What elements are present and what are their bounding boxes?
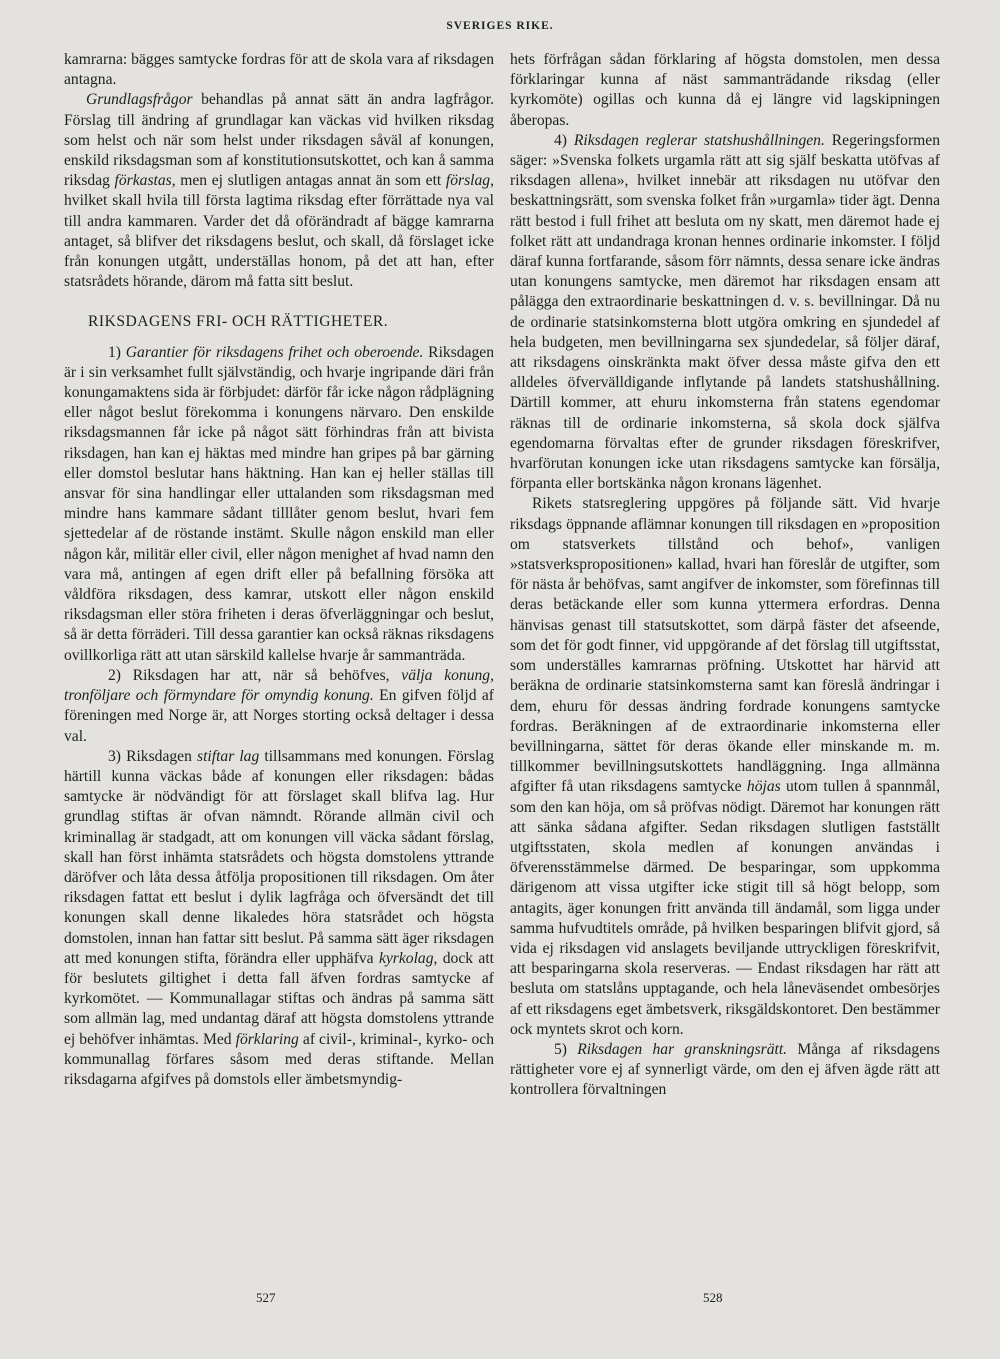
section-5: 5) Riksdagen har granskningsrätt. Många af riksdagens rättigheter vore ej af synnerligt värde, om den ej äfven ägde rätt att kontrollera förvaltningen — [510, 1040, 940, 1099]
section-2-title: välja konung, tronföljare och förmyndare för omyndig konung. — [64, 666, 494, 705]
section-4-title: Riksdagen reglerar statshushållningen. — [573, 131, 825, 149]
page-number-right: 528 — [703, 1290, 723, 1305]
term-hojas: höjas — [746, 778, 781, 796]
section-2: 2) Riksdagen har att, när så behöfves, välja konung, tronföljare och förmyndare för omyndig konung. En gifven följd af föreningen med Norge är, att Norges storting också deltager i dessa val. — [64, 666, 494, 745]
section-1-title: Garantier för riksdagens frihet och oberoende. — [125, 343, 424, 361]
term-forklaring: förklaring — [235, 1030, 299, 1048]
section-4: 4) Riksdagen reglerar statshushållningen. Regeringsformen säger: »Svenska folkets urgamla rätt att sig själf beskatta utöfvas af riksdagen allena», hvilket innebär att riksdagen nu utöfvar den beskattningsrätt, som svenska folket från »urgamla» tider ägt. Denna rätt bestod i full frihet att besluta om ny skatt, men däremot hade ej folket rätt att undandraga kronan hennes ordinarie inkomster. I följd däraf kunna fortfarande, såsom förr nämnts, dessa senare icke ändras utan konungens samtycke, men däremot har riksdagen ensam att pålägga den extraordinarie beskattningen d. v. s. bevillningar. Då nu de ordinarie statsinkomsterna blott utgöra omkring en sjundedel af hela budgeten, men bevillningarna sex sjundedelar, så följer däraf, att riksdagens oinskränkta makt öfver dessa måste gifva den ett alldeles öfvervälldigande inflytande på landets statshushållning. Därtill kommer, att ehuru inkomsterna från statens egendomar räknas till de ordinarie inkomsterna, så skola dock själfva egendomarna förvaltas efter de grunder riksdagen föreskrifver, hvarförutan konungen icke utan riksdagens samtycke kan försälja, förpanta eller bortskänka någon kronans lägenhet. — [510, 131, 940, 493]
section-3-title: stiftar lag — [197, 747, 260, 765]
left-column — [64, 50, 494, 1090]
term-kyrkolag: kyrkolag — [378, 949, 434, 967]
paragraph-intro: kamrarna: bägges samtycke fordras för att de skola vara af riksdagen antagna. — [64, 51, 494, 89]
section-heading: RIKSDAGENS FRI- OCH RÄTTIGHETER. — [88, 313, 389, 331]
term-grundlagsfragor: Grundlagsfrågor — [86, 91, 193, 109]
term-forslag: förslag — [445, 172, 491, 190]
paragraph-grundlagsfragor: Grundlagsfrågor behandlas på annat sätt än andra lagfrågor. Förslag till ändring af grundlagar kan väckas vid hvilken riksdag som helst och när som helst under riksdagen såväl af konungen, enskild riksdagsman som af konstitutionsutskottet, och kan å samma riksdag förkastas, men ej slutligen antagas annat än som ett förslag, hvilket skall hvila till första lagtima riksdag efter förrättade nya val till andra kammaren. Varder det då oförändradt af bägge kamrarna antaget, så blifver det riksdagens beslut, och skall, då förslaget icke från konungen utgått, underställas honom, på det att han, efter statsrådets hörande, därom må fatta sitt beslut. — [64, 91, 494, 291]
paragraph-statsreglering: Rikets statsreglering uppgöres på följande sätt. Vid hvarje riksdags öppnande aflämnar konungen till riksdagen en »proposition om statsverkets tillstånd och behof», vanligen »statsverkspropositionen» kallad, hvari han föreslår de utgifter, som för nästa år behöfvas, samt angifver de inkomster, som förefinnas till deras betäckande eller som kunna yttermera erfordras. Denna hänvisas genast till statsutskottet, som därpå fäster det afseende, som det för godt finner, vid uppgörande af det förslag till utgiftsstat, som underställes kamrarnas pröfning. Utskottet har härvid att beräkna de ordinarie statsinkomsterna samt kan föreslå ändringar i dem, ehuru för dessas ändring fordrade konungens samtycke fordras. Beräkningen af de extraordinarie inkomsterna eller bevillningarna, sättet för deras ökande eller minskande m. m. tillkommer bevillningsutskottets handläggning. Inga allmänna afgifter få utan riksdagens samtycke höjas utom tullen å spannmål, som den kan höja, om så pröfvas nödigt. Däremot har konungen rätt att sänka sådana afgifter. Sedan riksdagen slutligen fastställt utgiftsstaten, skola medlen af konungen användas i öfverensstämmelse därmed. De besparingar, som uppkomma därigenom att vissa utgifter icke stigit till så högt belopp, som antagits, äger konungen fritt använda till ändamål, som ligga under samma hufvudtitels område, på hvilken besparingen blifvit gjord, så vida ej riksdagen vid anslagets beviljande uttryckligen föreskrifvit, att besparingarna skola reserveras. — Endast riksdagen har rätt att besluta om statslåns upptagande, och hela låneväsendet ombesörjes af ett riksdagens eget ämbetsverk, riksgäldskontoret. Den bestämmer ock myntets skrot och korn. — [510, 495, 941, 1038]
term-forkastas: förkastas — [114, 172, 172, 190]
paragraph-continuation: hets förfrågan sådan förklaring af högsta domstolen, men dessa förklaringar kunna af näst sammanträdande riksdag (eller kyrkomöte) ogillas och kunna då ej längre vid lagskipningen åberopas. — [510, 51, 940, 129]
right-column — [510, 50, 940, 1101]
page-number-left: 527 — [256, 1290, 276, 1305]
section-3: 3) Riksdagen stiftar lag tillsammans med konungen. Förslag härtill kunna väckas både af konungen eller riksdagen: bådas samtycke är nödvändigt för att förslaget skall blifva lag. Hur grundlag stiftas är ofvan nämndt. Rörande allmän civil och kriminallag är stadgadt, att om konungen vill väcka sådant förslag, skall han först inhämta statsrådets och högsta domstolens yttrande däröfver och låta dessa åtfölja propositionen till riksdagen. Om åter riksdagen fattat ett beslut i dylik lagfråga och öfversändt det till konungen skall denne likaledes höra statsrådet och högsta domstolen, innan han fattar sitt beslut. På samma sätt äger riksdagen att med konungen stifta, förändra eller upphäfva kyrkolag, dock att för beslutets giltighet i detta fall äfven fordras samtycke af kyrkomötet. — Kommunallagar stiftas och ändras på samma sätt som allmän lag, med undantag däraf att högsta domstolens yttrande ej behöfver inhämtas. Med förklaring af civil-, kriminal-, kyrko- och kommunallag förfares såsom med deras stiftande. Mellan riksdagarna afgifves på domstols eller ämbetsmyndig- — [64, 747, 494, 1088]
running-head: SVERIGES RIKE. — [446, 20, 554, 32]
section-5-title: Riksdagen har granskningsrätt. — [577, 1040, 788, 1058]
section-1: 1) Garantier för riksdagens frihet och oberoende. Riksdagen är i sin verksamhet fullt självständig, och hvarje ingripande däri från konungamaktens sida är förbjudet: därför får icke någon rådplägning eller något beslut förekomma i konungens närvaro. Den enskilde riksdagsmannen får icke på något sätt förhindras från att bivista riksdagen, han kan ej häktas med mindre han gripes på bar gärning eller domstol beslutar hans häktning. Han kan ej heller ställas till ansvar för sina handlingar eller uttalanden som riksdagsman med mindre hans kammare sådant tilllåter genom beslut, hvari fem sjettedelar af de röstande instämt. Skulle någon enskild man eller någon kår, militär eller civil, eller någon menighet af hvad namn den vara må, antingen af egen drift eller på befallning försöka att våldföra riksdagen, dess kamrar, utskott eller någon enskild riksdagsman eller störa friheten i deras öfverläggningar och beslut, så är detta förräderi. Till dessa garantier kan också räknas riksdagens ovillkorliga rätt att utan särskild kallelse hvarje år sammanträda. — [64, 343, 495, 664]
